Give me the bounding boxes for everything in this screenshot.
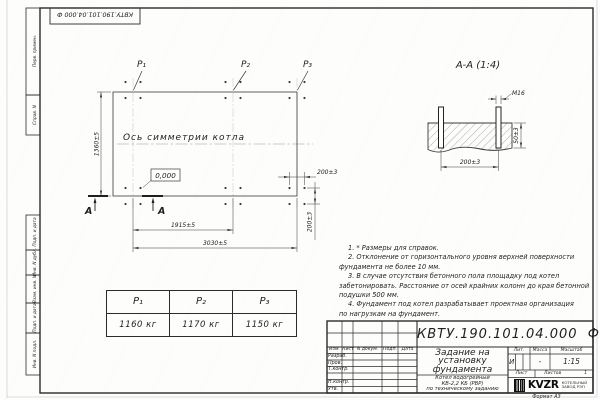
note-line: 1. * Размеры для справок. [348,244,439,252]
lit-value: И [509,358,515,366]
kvzr-logo-icon [514,379,525,392]
stamp-inv-podl: Инв. N подл. [33,339,38,369]
load-label-p2: P₂ [241,60,251,70]
sheets-cell [535,371,593,378]
note-line: 3. В случае отсутствия бетонного пола площадку под котел [348,272,560,281]
sheets-value: 1 [584,370,587,376]
titleblock-row-utv: Утв. [328,387,339,392]
kvzr-logo-caption: КОТЕЛЬНЫЙ ЗАВОД РЭП [561,379,588,389]
product-name-line: КВ-2,2 КБ (РВР) [441,380,484,387]
section-title: А-А (1:4) [455,60,501,71]
mass-value: - [538,358,542,366]
stamp-podp-data-2: Подп. и дата [33,303,38,333]
load-table-value: 1160 кг [107,314,170,337]
plan-view [84,60,337,252]
format-label: Формат А3 [532,393,561,400]
dim-bolt-group [278,172,320,240]
load-label-p1: P₁ [137,60,147,70]
note-line: забетонировать. Расстояние от осей крайних колонн до края бетонной [339,281,590,290]
titleblock-col-podp: Подп. [383,347,397,352]
note-line: по нагрузкам на фундамент. [339,309,441,318]
section-view [428,60,526,171]
anchor-bolt-holes [124,81,305,205]
titleblock-row-tkontr: Т.контр. [328,367,349,372]
dim-bolt-v-text: 200±3 [306,211,314,233]
stamp-perv-primen: Перв. примен. [33,34,38,68]
note-line: фундамента не более 10 мм. [339,262,441,271]
scale-value: 1:15 [563,357,580,366]
mass-label: Масса [532,347,548,353]
dim-1360-text: 1360±5 [93,131,101,157]
stamp-vzam-inv: Взам. инв. N [33,275,38,303]
bolt-thread-label: M16 [512,90,525,97]
dim-section-width-text: 200±3 [459,159,481,166]
doc-title-line: Задание на [435,347,490,358]
load-table-header: P₃ [233,291,296,314]
sheets-label: Листов [544,370,562,376]
product-name-line: Котел водогрейный [435,374,490,381]
notes-block [339,244,593,319]
load-table-value: 1150 кг [245,319,284,330]
doc-title-line: установку [438,356,487,367]
titleblock-designation: КВТУ.190.101.04.000 Ф [417,327,600,342]
lit-label: Лит. [513,347,525,353]
titleblock-row-razrab: Разраб. [328,354,347,359]
dim-1915-text: 1915±5 [170,222,196,229]
load-table-header: P₂ [170,291,233,314]
sheet-label: Лист [515,370,528,376]
product-name-line: по техническому заданию [426,386,499,393]
stamp-inv-dubl: Инв. N дубл. [33,247,38,277]
kvzr-logo-text: KVZR [527,379,559,391]
frame-designation-top: КВТУ.190.101.04.000 Ф [57,10,133,18]
note-line: 4. Фундамент под котел разрабатывает проектная организация [348,300,574,309]
doc-title [417,349,508,375]
dim-section-depth-text: 50±3 [513,127,520,144]
section-letter-right: А [158,206,166,217]
m16-callout [488,94,512,105]
titleblock-row-prov: Пров. [328,360,342,366]
dim-bolt-h-text: 200±3 [317,169,338,176]
note-line: 2. Отклонение от горизонтального уровня верхней поверхности [348,253,575,262]
section-letter-left: А [85,206,93,217]
stamp-sprav-n: Справ. N [33,105,38,125]
load-table-value: 1170 кг [170,314,233,337]
titleblock-col-data: Дата [401,347,414,352]
scale-label: Масштаб [560,347,583,353]
note-line: подушки 500 мм. [339,291,399,300]
load-label-p3: P₃ [303,60,313,70]
product-name [417,376,508,393]
level-mark-value: 0,000 [155,171,176,180]
symmetry-axis-label: Ось симметрии котла [122,133,246,143]
doc-title-line: фундамента [432,365,493,376]
load-table-header: P₁ [107,291,170,314]
manufacturer-logo [508,378,593,393]
dim-3030-text: 3030±5 [202,240,228,247]
load-table [106,290,297,337]
titleblock-col-izm: Изм. [329,347,340,352]
titleblock-col-list: Лист [342,347,354,352]
stamp-podp-data-1: Подп. и дата [33,217,38,247]
titleblock-row-nkontr: Н.контр. [328,380,350,385]
titleblock-col-ndok: N докум. [356,347,379,352]
